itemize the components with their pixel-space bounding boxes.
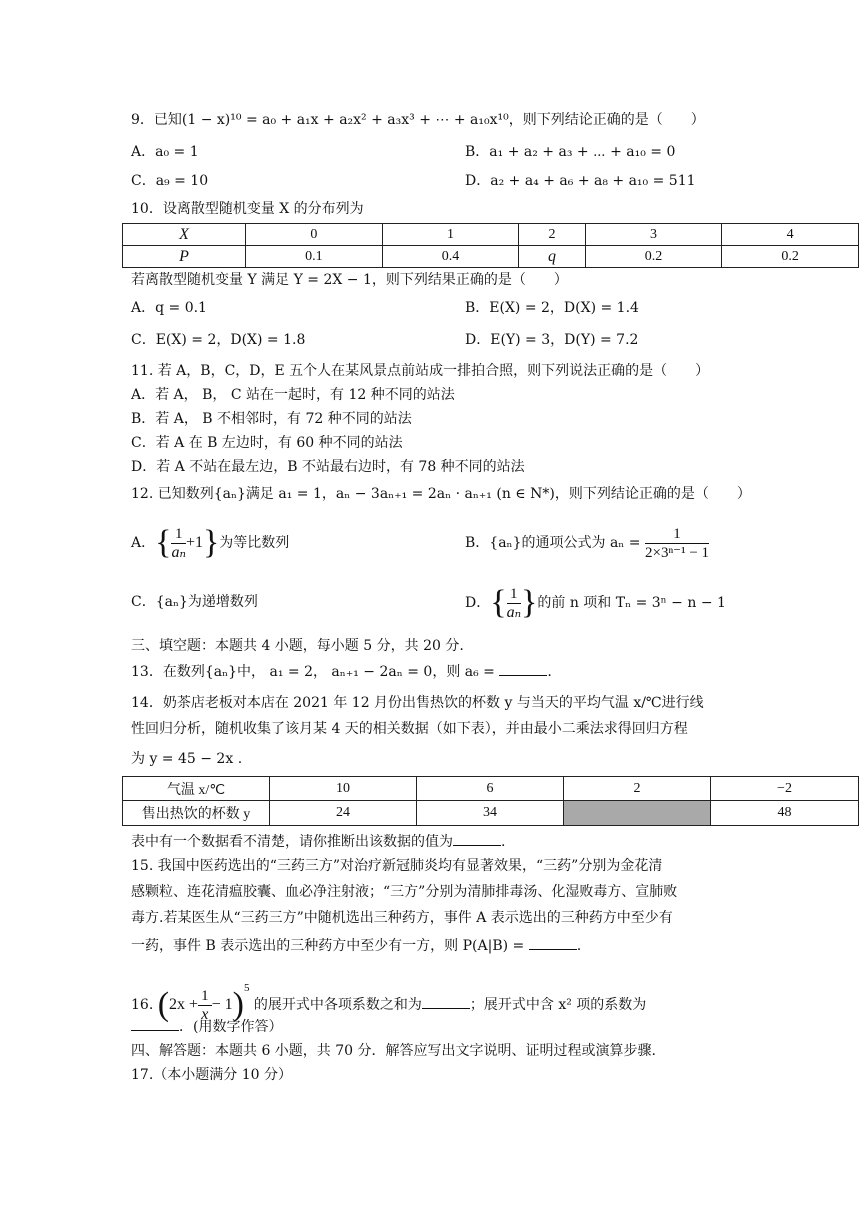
q12-option-c: C．{aₙ}为递增数列 <box>131 594 258 610</box>
left-brace-icon: { <box>490 584 507 621</box>
table-row <box>123 246 859 268</box>
table-cell: P <box>123 246 246 268</box>
q16-text-2: ；展开式中含 x² 项的系数为 <box>469 997 647 1013</box>
table-row <box>123 224 859 246</box>
expr-left: 2x + <box>169 996 199 1013</box>
answer-blank[interactable] <box>499 661 547 676</box>
q14-line-1: 14．奶茶店老板对本店在 2021 年 12 月份出售热饮的杯数 y 与当天的平均气温 x/℃进行线 <box>131 695 704 711</box>
obscured-cell <box>564 801 711 826</box>
option-label: A． <box>131 535 156 551</box>
table-cell: 0.2 <box>722 246 859 268</box>
answer-blank[interactable] <box>422 994 470 1009</box>
table-cell: 24 <box>270 801 417 826</box>
q14-question <box>131 831 505 852</box>
table-cell: 48 <box>711 801 859 826</box>
section-4-heading: 四、解答题：本题共 6 小题，共 70 分．解答应写出文字说明、证明过程或演算步骤. <box>131 1043 656 1059</box>
table-cell: 2 <box>564 777 711 801</box>
numerator: 1 <box>171 525 185 544</box>
table-cell: q <box>519 246 585 268</box>
q12-stem: 12. 已知数列{aₙ}满足 a₁ = 1，aₙ − 3aₙ₊₁ = 2aₙ · aₙ₊₁ (n ∈ N*)，则下列结论正确的是（ ） <box>131 486 751 502</box>
q15-line-4-text: 一药，事件 B 表示选出的三种药方中至少有一方，则 P(A|B) = <box>131 938 525 954</box>
expr-tail: +1 <box>185 534 203 551</box>
right-brace-icon: } <box>521 584 538 621</box>
answer-blank[interactable] <box>131 1016 179 1031</box>
q9-stem: 9．已知(1 − x)¹⁰ = a₀ + a₁x + a₂x² + a₃x³ + ⋯ + a₁₀x¹⁰，则下列结论正确的是（ ） <box>131 112 705 128</box>
q9-option-d: D．a₂ + a₄ + a₆ + a₈ + a₁₀ = 511 <box>465 173 696 189</box>
section-3-heading: 三、填空题：本题共 4 小题，每小题 5 分，共 20 分. <box>131 638 464 654</box>
q16-line-2 <box>131 1016 282 1037</box>
denominator: 2×3ⁿ⁻¹ − 1 <box>645 544 710 561</box>
table-cell: 0.2 <box>585 246 722 268</box>
table-cell: 34 <box>417 801 564 826</box>
q16-text: 的展开式中各项系数之和为 <box>253 997 422 1013</box>
left-brace-icon: { <box>155 524 172 561</box>
table-cell: 1 <box>382 224 519 246</box>
answer-blank[interactable] <box>453 831 501 846</box>
table-cell: 4 <box>722 224 859 246</box>
q12-option-d <box>465 580 726 626</box>
q11-option-b: B．若 A， B 不相邻时，有 72 种不同的站法 <box>131 411 412 427</box>
q16-label: 16. <box>131 997 154 1013</box>
q10-stem: 10．设离散型随机变量 X 的分布列为 <box>131 201 364 217</box>
q10-option-c: C．E(X) = 2，D(X) = 1.8 <box>131 332 306 348</box>
q10-option-a: A．q = 0.1 <box>131 300 207 316</box>
table-cell: 0 <box>246 224 383 246</box>
table-cell: 2 <box>519 224 585 246</box>
table-cell: −2 <box>711 777 859 801</box>
q17-heading: 17.（本小题满分 10 分） <box>131 1067 292 1083</box>
q15-line-1: 15. 我国中医药选出的“三药三方”对治疗新冠肺炎均有显著效果，“三药”分别为金花清 <box>131 858 663 874</box>
q10-option-d: D．E(Y) = 3，D(Y) = 7.2 <box>465 332 639 348</box>
q9-option-b: B．a₁ + a₂ + a₃ + ⋯ + a₁₀ = 0 <box>465 144 676 160</box>
table-cell: 0.1 <box>246 246 383 268</box>
q15-line-2: 感颗粒、连花清瘟胶囊、血必净注射液；“三方”分别为清肺排毒汤、化湿败毒方、宣肺败 <box>131 884 678 900</box>
q14-data-table <box>122 776 859 826</box>
denominator: aₙ <box>506 603 522 621</box>
table-cell: 0.4 <box>382 246 519 268</box>
right-paren-icon: ) <box>232 986 244 1023</box>
option-text: 为等比数列 <box>219 535 290 551</box>
q9-option-c: C．a₉ = 10 <box>131 173 209 189</box>
numerator: 1 <box>507 585 521 604</box>
q11-stem: 11. 若 A，B，C，D，E 五个人在某风景点前站成一排拍合照，则下列说法正确的是（ ） <box>131 363 710 379</box>
q15-end: . <box>576 938 582 954</box>
q14-line-2: 性回归分析，随机收集了该月某 4 天的相关数据（如下表），并由最小二乘法求得回归方程 <box>131 721 688 737</box>
table-cell: 售出热饮的杯数 y <box>123 801 270 826</box>
answer-blank[interactable] <box>529 935 577 950</box>
q12-option-a <box>131 520 289 566</box>
q11-option-c: C．若 A 在 B 左边时，有 60 种不同的站法 <box>131 435 403 451</box>
q13-end: . <box>547 664 552 680</box>
denominator: x <box>201 1005 209 1023</box>
q14-end: . <box>501 834 506 850</box>
left-paren-icon: ( <box>157 986 170 1023</box>
q10-option-b: B．E(X) = 2，D(X) = 1.4 <box>465 300 639 316</box>
q11-option-a: A．若 A， B， C 站在一起时，有 12 种不同的站法 <box>131 387 455 403</box>
q13-text: 13．在数列{aₙ}中， a₁ = 2， aₙ₊₁ − 2aₙ = 0，则 a₆ = <box>131 664 495 680</box>
q16-note: ．(用数字作答） <box>179 1019 283 1035</box>
expr-right: − 1 <box>211 996 233 1013</box>
q13 <box>131 661 552 682</box>
numerator: 1 <box>645 525 709 544</box>
table-row <box>123 801 859 826</box>
q10-distribution-table <box>122 223 859 268</box>
fraction <box>171 525 185 562</box>
q10-condition: 若离散型随机变量 Y 满足 Y = 2X − 1，则下列结果正确的是（ ） <box>131 272 568 288</box>
numerator: 1 <box>198 987 212 1006</box>
table-cell: 气温 x/℃ <box>123 777 270 801</box>
denominator: aₙ <box>171 543 186 561</box>
fraction <box>507 585 521 622</box>
table-row <box>123 777 859 801</box>
q11-option-d: D．若 A 不站在最左边，B 不站最右边时，有 78 种不同的站法 <box>131 459 525 475</box>
power: 5 <box>243 982 250 994</box>
option-label: D． <box>465 595 491 611</box>
option-text: 的前 n 项和 Tₙ = 3ⁿ − n − 1 <box>537 595 726 611</box>
fraction <box>645 525 709 562</box>
table-cell: 10 <box>270 777 417 801</box>
table-cell: X <box>123 224 246 246</box>
q12-option-b <box>465 520 709 566</box>
q15-line-4 <box>131 935 581 956</box>
q9-option-a: A．a₀ = 1 <box>131 144 199 160</box>
q14-after-text: 表中有一个数据看不清楚，请你推断出该数据的值为 <box>131 834 453 850</box>
option-text: B．{aₙ}的通项公式为 aₙ = <box>465 535 641 551</box>
table-cell: 6 <box>417 777 564 801</box>
right-brace-icon: } <box>202 524 220 561</box>
table-cell: 3 <box>585 224 722 246</box>
q14-line-3: 为 y = 45 − 2x . <box>131 751 243 767</box>
q15-line-3: 毒方.若某医生从“三药三方”中随机选出三种药方，事件 A 表示选出的三种药方中至少有 <box>131 910 673 926</box>
